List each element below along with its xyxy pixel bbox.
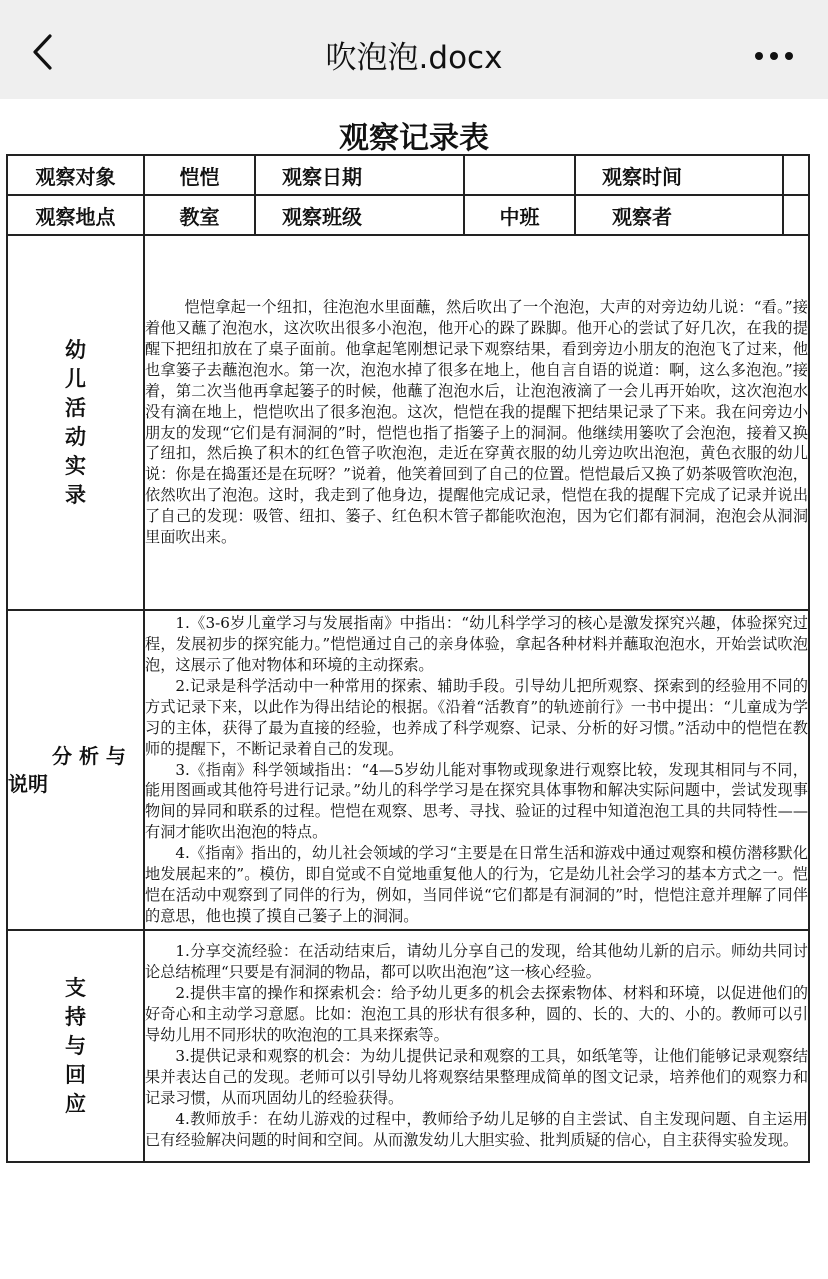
analysis-paragraph: 3.《指南》科学领域指出：“4—5岁幼儿能对事物或现象进行观察比较，发现其相同与不同，能用图画或其他符号进行记录。”幼儿的科学学习是在探究具体事物和解决实际问题中，尝试发现事物间的异同和联系的过程。恺恺在观察、思考、寻找、验证的过程中知道泡泡工具的共同特性——有洞才能吹出泡泡的特点。 — [145, 760, 808, 842]
support-label-char: 持 — [65, 1004, 86, 1029]
support-paragraph: 3.提供记录和观察的机会：为幼儿提供记录和观察的工具，如纸笔等，让他们能够记录观察结果并表达自己的发现。老师可以引导幼儿将观察结果整理成简单的图文记录，培养他们的观察力和记录习惯，从而巩固幼儿的经验获得。 — [145, 1047, 808, 1107]
support-label-char: 应 — [65, 1091, 86, 1116]
value-subject: 恺恺 — [144, 155, 255, 195]
label-place: 观察地点 — [7, 195, 144, 235]
analysis-label — [7, 610, 144, 930]
activity-label-char: 儿 — [65, 366, 86, 391]
value-time — [783, 155, 809, 195]
value-class: 中班 — [464, 195, 575, 235]
activity-label — [7, 235, 144, 610]
table-row — [7, 610, 809, 930]
label-time: 观察时间 — [575, 155, 783, 195]
value-date — [464, 155, 575, 195]
analysis-paragraph: 1.《3-6岁儿童学习与发展指南》中指出：“幼儿科学学习的核心是激发探究兴趣，体验探究过程，发展初步的探究能力。”恺恺通过自己的亲身体验，拿起各种材料并蘸取泡泡水，开始尝试吹泡泡，这展示了他对物体和环境的主动探索。 — [145, 614, 808, 675]
table-row — [7, 235, 809, 610]
analysis-content — [144, 610, 809, 930]
analysis-label-line: 分 析 与 — [52, 744, 126, 768]
label-class: 观察班级 — [255, 195, 464, 235]
support-label-char: 回 — [65, 1062, 86, 1087]
table-row — [7, 155, 809, 195]
support-content — [144, 930, 809, 1162]
observation-table — [6, 154, 810, 1163]
table-row — [7, 930, 809, 1162]
top-nav-bar — [0, 0, 828, 99]
analysis-paragraph: 4.《指南》指出的，幼儿社会领域的学习“主要是在日常生活和游戏中通过观察和模仿潜移默化地发展起来的”。模仿，即自觉或不自觉地重复他人的行为，它是幼儿社会学习的基本方式之一。恺恺在活动中观察到了同伴的行为，例如，当同伴说“它们都是有洞洞的”时，恺恺注意并理解了同伴的意思，他也摸了摸自己篓子上的洞洞。 — [145, 844, 808, 925]
label-subject: 观察对象 — [7, 155, 144, 195]
activity-label-char: 动 — [65, 424, 86, 449]
activity-text: 恺恺拿起一个纽扣，往泡泡水里面蘸，然后吹出了一个泡泡，大声的对旁边幼儿说：“看。”接着他又蘸了泡泡水，这次吹出很多小泡泡，他开心的跺了跺脚。他开心的尝试了好几次，在我的提醒下把纽扣放在了桌子面前。他拿起笔刚想记录下观察结果，看到旁边小朋友的泡泡飞了过来，他也拿篓子去蘸泡泡水。第一次，泡泡水掉了很多在地上，他自言自语的说道：啊，这么多泡泡。”接着，第二次当他再拿起篓子的时候，他蘸了泡泡水后，让泡泡液滴了一会儿再开始吹，这次泡泡水没有滴在地上，恺恺吹出了很多泡泡。这次，恺恺在我的提醒下把结果记录了下来。我在问旁边小朋友的发现“它们是有洞洞的”时，恺恺也指了指篓子上的洞洞。他继续用篓吹了会泡泡，接着又换了纽扣，然后换了积木的红色管子吹泡泡，走近在穿黄衣服的幼儿旁边吹出泡泡，黄色衣服的幼儿说：你是在捣蛋还是在玩呀？”说着，他笑着回到了自己的位置。恺恺最后又换了奶茶吸管吹泡泡，依然吹出了泡泡。这时，我走到了他身边，提醒他完成记录，恺恺在我的提醒下完成了记录并说出了自己的发现：吸管、纽扣、篓子、红色积木管子都能吹泡泡，因为它们都有洞洞，泡泡会从洞洞里面吹出来。 — [145, 298, 808, 547]
activity-label-char: 幼 — [65, 337, 86, 362]
support-label-char: 与 — [65, 1033, 86, 1058]
file-title: 吹泡泡.docx — [325, 40, 503, 76]
value-place: 教室 — [144, 195, 255, 235]
value-observer — [783, 195, 809, 235]
support-paragraph: 1.分享交流经验：在活动结束后，请幼儿分享自己的发现，给其他幼儿新的启示。师幼共同讨论总结梳理“只要是有洞洞的物品，都可以吹出泡泡”这一核心经验。 — [145, 942, 808, 982]
label-observer: 观察者 — [575, 195, 783, 235]
support-label-char: 支 — [65, 975, 86, 1000]
support-label — [7, 930, 144, 1162]
support-paragraph: 2.提供丰富的操作和探索机会：给予幼儿更多的机会去探索物体、材料和环境，以促进他们的好奇心和主动学习意愿。比如：泡泡工具的形状有很多种，圆的、长的、大的、小的。教师可以引导幼儿用不同形状的吹泡泡的工具来探索等。 — [145, 984, 808, 1045]
activity-label-char: 活 — [65, 395, 86, 420]
analysis-paragraph: 2.记录是科学活动中一种常用的探索、辅助手段。引导幼儿把所观察、探索到的经验用不同的方式记录下来，以此作为得出结论的根据。《沿着“活教育”的轨迹前行》一书中提出：“儿童成为学习的主体，获得了最为直接的经验，也养成了科学观察、记录、分析的好习惯。”活动中的恺恺在教师的提醒下，不断记录着自己的发现。 — [145, 676, 808, 758]
support-paragraph: 4.教师放手：在幼儿游戏的过程中，教师给予幼儿足够的自主尝试、自主发现问题、自主运用已有经验解决问题的时间和空间。从而激发幼儿大胆实验、批判质疑的信心，自主获得实验发现。 — [145, 1109, 808, 1149]
activity-label-char: 实 — [65, 453, 86, 478]
activity-record — [144, 235, 809, 610]
table-row — [7, 195, 809, 235]
document-title: 观察记录表 — [339, 121, 489, 156]
analysis-label-line: 说明 — [8, 772, 48, 796]
activity-label-char: 录 — [65, 482, 86, 507]
more-dots-icon[interactable] — [752, 35, 796, 65]
label-date: 观察日期 — [255, 155, 464, 195]
